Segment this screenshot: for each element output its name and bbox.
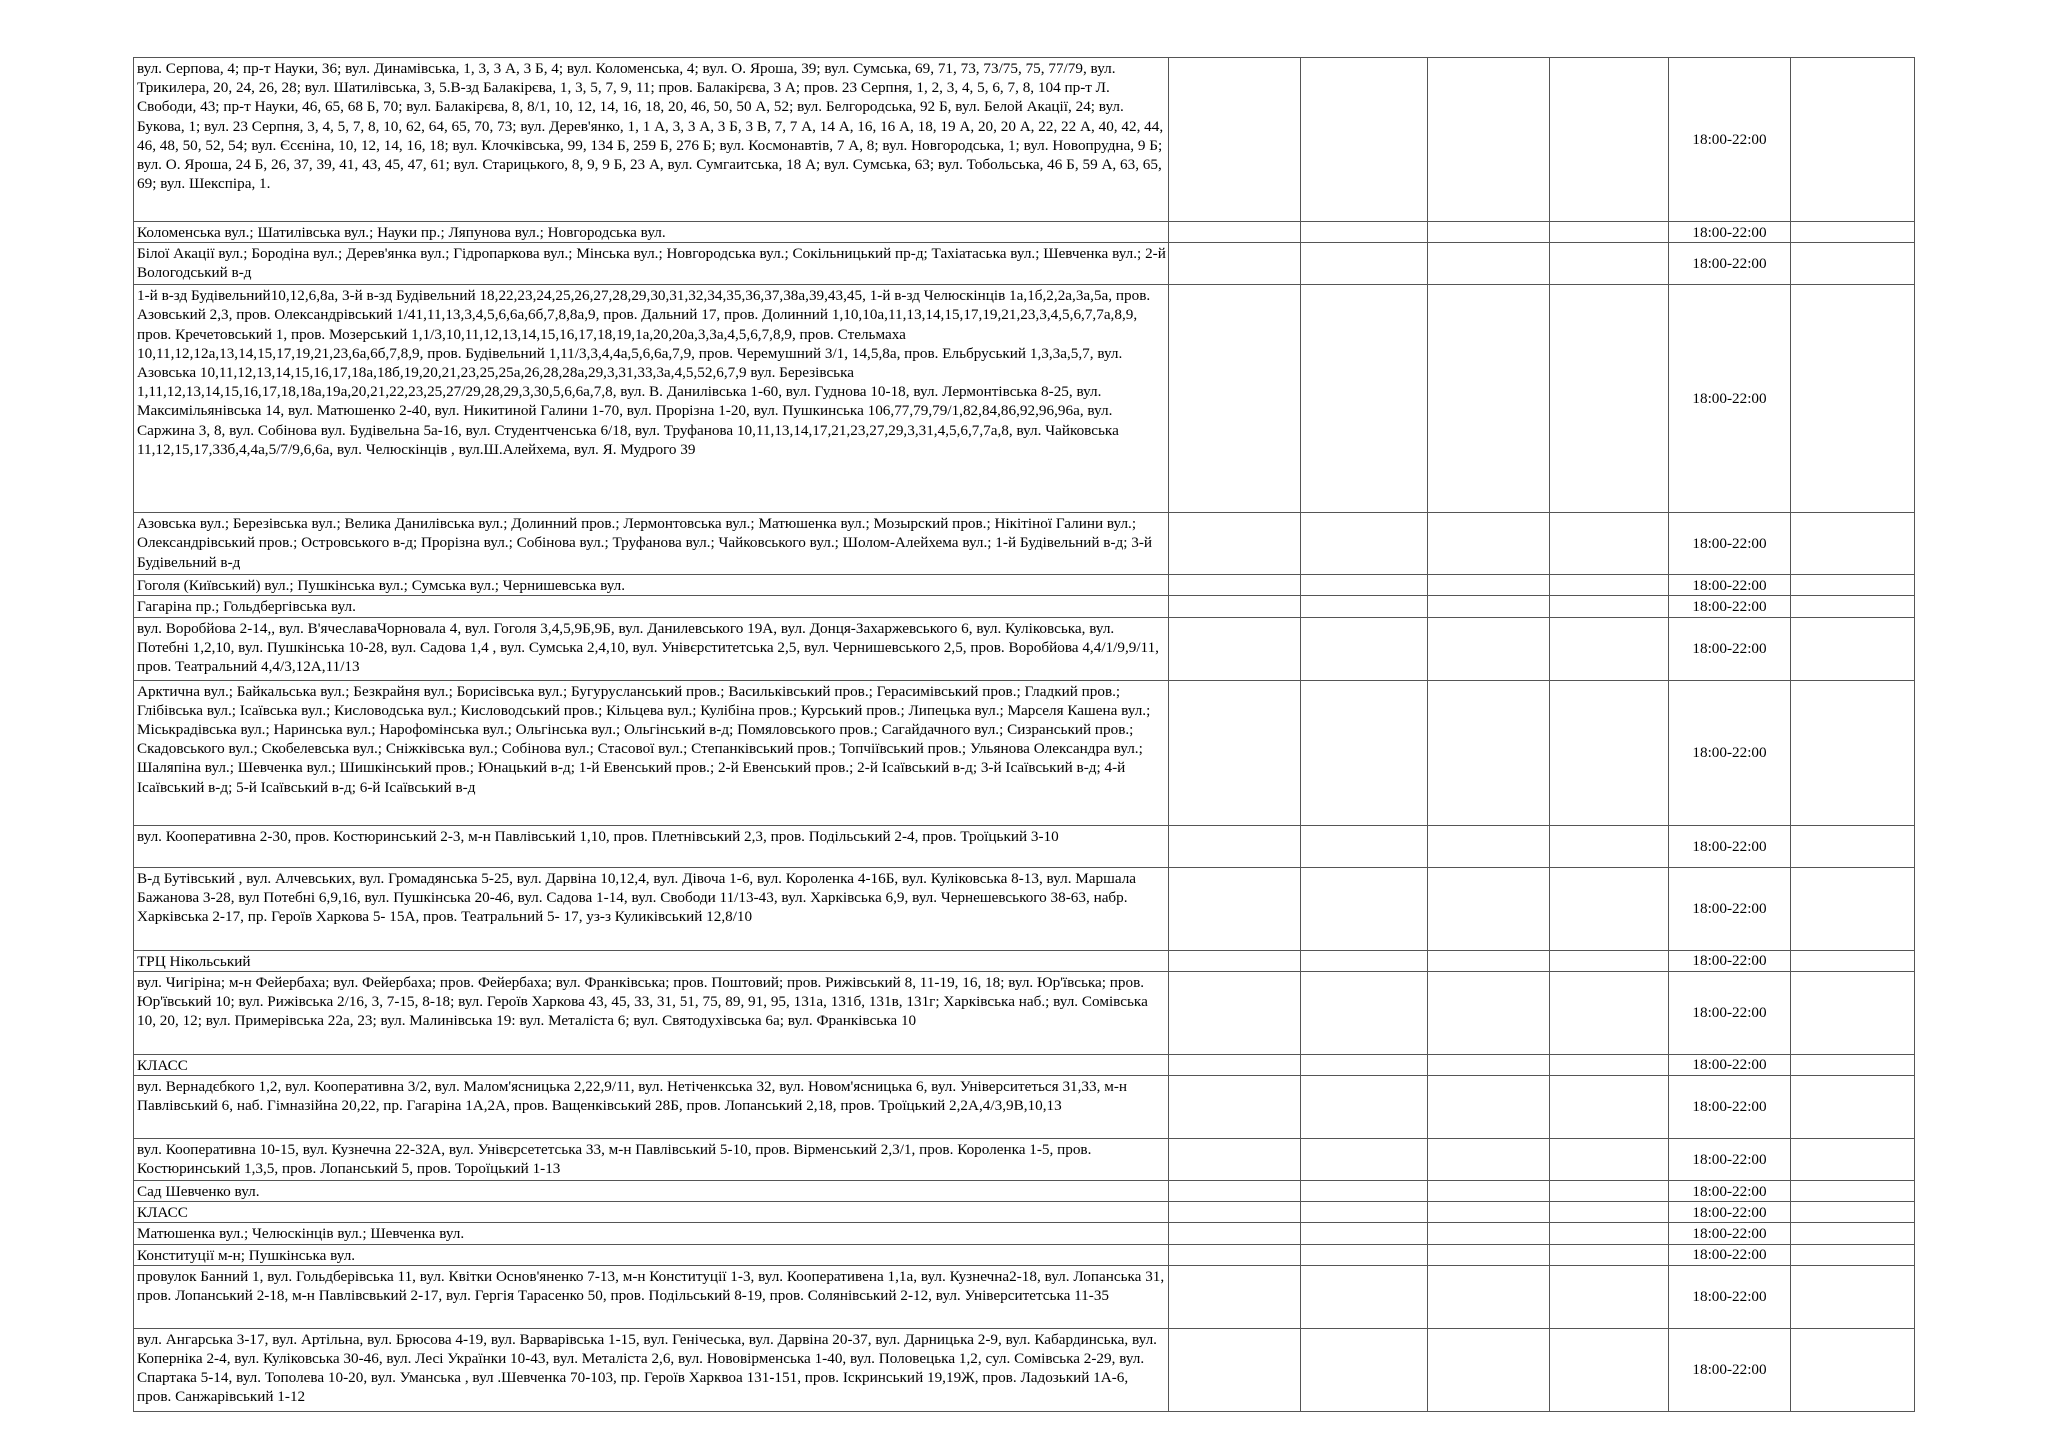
empty-cell [1301, 1139, 1428, 1181]
empty-cell [1550, 1265, 1669, 1328]
address-cell: провулок Банний 1, вул. Гольдберівська 11, вул. Квітки Основ'яненко 7-13, м-н Конституції 1-3, вул. Кооперативена 1,1а, вул. Кузнечна2-18, вул. Лопанська 31, пров. Лопанський 2-18, м-н Павлівсвький 2-17, вул. Гергія Тарасенко 50, пров. Подільський 8-19, пров. Солянівський 2-12, вул. Університетська 11-35 [134, 1265, 1169, 1328]
time-cell: 18:00-22:00 [1669, 1181, 1791, 1202]
address-cell: вул. Кооперативна 2-30, пров. Костюринський 2-3, м-н Павлівський 1,10, пров. Плетнівський 2,3, пров. Подільський 2-4, пров. Троїцький 3-10 [134, 825, 1169, 867]
empty-cell [1791, 825, 1915, 867]
empty-cell [1550, 222, 1669, 243]
table-row [134, 1244, 1915, 1265]
table-row [134, 971, 1915, 1054]
empty-cell [1550, 617, 1669, 680]
empty-cell [1301, 1181, 1428, 1202]
outage-schedule-table [133, 57, 1915, 1412]
empty-cell [1428, 513, 1550, 575]
empty-cell [1550, 575, 1669, 596]
empty-cell [1791, 575, 1915, 596]
empty-cell [1301, 575, 1428, 596]
empty-cell [1169, 617, 1301, 680]
empty-cell [1428, 1076, 1550, 1139]
empty-cell [1791, 1054, 1915, 1075]
address-cell: Сад Шевченко вул. [134, 1181, 1169, 1202]
empty-cell [1550, 596, 1669, 617]
empty-cell [1428, 1223, 1550, 1244]
empty-cell [1791, 950, 1915, 971]
empty-cell [1428, 243, 1550, 285]
empty-cell [1550, 1139, 1669, 1181]
address-cell: Гоголя (Київський) вул.; Пушкінська вул.; Сумська вул.; Чернишевська вул. [134, 575, 1169, 596]
empty-cell [1301, 1202, 1428, 1223]
empty-cell [1169, 1202, 1301, 1223]
empty-cell [1169, 1139, 1301, 1181]
empty-cell [1550, 513, 1669, 575]
empty-cell [1428, 1054, 1550, 1075]
address-cell: Коломенська вул.; Шатилівська вул.; Науки пр.; Ляпунова вул.; Новгородська вул. [134, 222, 1169, 243]
time-cell: 18:00-22:00 [1669, 575, 1791, 596]
table-row [134, 617, 1915, 680]
table-row [134, 680, 1915, 825]
empty-cell [1428, 596, 1550, 617]
table-row [134, 1054, 1915, 1075]
time-cell: 18:00-22:00 [1669, 680, 1791, 825]
empty-cell [1550, 1076, 1669, 1139]
empty-cell [1428, 1328, 1550, 1411]
empty-cell [1550, 1181, 1669, 1202]
empty-cell [1791, 1202, 1915, 1223]
table-row [134, 1202, 1915, 1223]
empty-cell [1428, 617, 1550, 680]
empty-cell [1301, 1328, 1428, 1411]
empty-cell [1301, 617, 1428, 680]
empty-cell [1550, 1202, 1669, 1223]
empty-cell [1169, 1076, 1301, 1139]
address-cell: ТРЦ Нікольський [134, 950, 1169, 971]
empty-cell [1428, 825, 1550, 867]
address-cell: вул. Серпова, 4; пр-т Науки, 36; вул. Динамівська, 1, 3, 3 А, 3 Б, 4; вул. Коломенська, 4; вул. О. Яроша, 39; вул. Сумська, 69, 71, 73, 73/75, 75, 77/79, вул. Трикилера, 20, 24, 26, 28; вул. Шатилівська, 3, 5.В-зд Балакірєва, 1, 3, 5, 7, 9, 11; пров. Балакірєва, 3 А; пров. 23 Серпня, 1, 2, 3, 4, 5, 6, 7, 8, 104 пр-т Л. Свободи, 43; пр-т Науки, 46, 65, 68 Б, 70; вул. Балакірєва, 8, 8/1, 10, 12, 14, 16, 18, 20, 46, 50, 50 А, 52; вул. Белгородська, 92 Б, вул. Белой Акації, 24; вул. Букова, 1; вул. 23 Серпня, 3, 4, 5, 7, 8, 10, 62, 64, 65, 70, 73; вул. Дерев'янко, 1, 1 А, 3, 3 А, 3 Б, 3 В, 7, 7 А, 14 А, 16, 16 А, 18, 19 А, 20, 20 А, 22, 22 А, 40, 42, 44, 46, 48, 50, 52, 54; вул. Єсєніна, 10, 12, 14, 16, 18; вул. Клочківська, 99, 134 Б, 259 Б, 276 Б; вул. Космонавтів, 7 А, 8; вул. Новгородська, 1; вул. Новопрудна, 9 Б; вул. О. Яроша, 24 Б, 26, 37, 39, 41, 43, 45, 47, 61; вул. Старицького, 8, 9, 9 Б, 23 А, вул. Сумгаитська, 18 А; вул. Сумська, 63; вул. Тобольська, 46 Б, 59 А, 63, 65, 69; вул. Шекспіра, 1. [134, 58, 1169, 222]
empty-cell [1169, 680, 1301, 825]
empty-cell [1791, 1076, 1915, 1139]
empty-cell [1428, 950, 1550, 971]
empty-cell [1301, 1265, 1428, 1328]
table-row [134, 596, 1915, 617]
time-cell: 18:00-22:00 [1669, 513, 1791, 575]
empty-cell [1301, 285, 1428, 513]
table-row [134, 1223, 1915, 1244]
table-row [134, 1181, 1915, 1202]
time-cell: 18:00-22:00 [1669, 1328, 1791, 1411]
table-row [134, 1328, 1915, 1411]
table-row [134, 58, 1915, 222]
empty-cell [1169, 243, 1301, 285]
time-cell: 18:00-22:00 [1669, 596, 1791, 617]
address-cell: КЛАСС [134, 1202, 1169, 1223]
empty-cell [1550, 971, 1669, 1054]
empty-cell [1428, 680, 1550, 825]
empty-cell [1169, 971, 1301, 1054]
empty-cell [1550, 1328, 1669, 1411]
empty-cell [1428, 1202, 1550, 1223]
address-cell: Азовська вул.; Березівська вул.; Велика Данилівська вул.; Долинний пров.; Лермонтовська вул.; Матюшенка вул.; Мозырский пров.; Нікітіної Галини вул.; Олександрівський пров.; Островського в-д; Прорізна вул.; Собінова вул.; Труфанова вул.; Чайковського вул.; Шолом-Алейхема вул.; 1-й Будівельний в-д; 3-й Будівельний в-д [134, 513, 1169, 575]
empty-cell [1428, 1244, 1550, 1265]
time-cell: 18:00-22:00 [1669, 825, 1791, 867]
empty-cell [1169, 513, 1301, 575]
address-cell: вул. Чигіріна; м-н Фейербаха; вул. Фейербаха; пров. Фейербаха; вул. Франківська; пров. Поштовий; пров. Рижівський 8, 11-19, 16, 18; вул. Юр'ївська; пров. Юр'ївський 10; вул. Рижівська 2/16, 3, 7-15, 8-18; вул. Героїв Харкова 43, 45, 33, 31, 51, 75, 89, 91, 95, 131а, 131б, 131в, 131г; Харківська наб.; вул. Сомівська 10, 20, 12; вул. Примерівська 22а, 23; вул. Малинівська 19: вул. Металіста 6; вул. Святодухівська 6а; вул. Франківська 10 [134, 971, 1169, 1054]
time-cell: 18:00-22:00 [1669, 950, 1791, 971]
table-row [134, 825, 1915, 867]
empty-cell [1428, 971, 1550, 1054]
empty-cell [1169, 1328, 1301, 1411]
empty-cell [1791, 58, 1915, 222]
empty-cell [1791, 1244, 1915, 1265]
empty-cell [1301, 680, 1428, 825]
time-cell: 18:00-22:00 [1669, 1265, 1791, 1328]
empty-cell [1169, 1223, 1301, 1244]
address-cell: В-д Бутівський , вул. Алчевських, вул. Громадянська 5-25, вул. Дарвіна 10,12,4, вул. Дівоча 1-6, вул. Короленка 4-16Б, вул. Куліковська 8-13, вул. Маршала Бажанова 3-28, вул Потебні 6,9,16, вул. Пушкінська 20-46, вул. Садова 1-14, вул. Свободи 11/13-43, вул. Харківська 6,9, вул. Чернешевського 38-63, набр. Харківська 2-17, пр. Героїв Харкова 5- 15А, пров. Театральний 5- 17, уз-з Куликівський 12,8/10 [134, 867, 1169, 950]
empty-cell [1791, 1181, 1915, 1202]
empty-cell [1791, 1265, 1915, 1328]
time-cell: 18:00-22:00 [1669, 1223, 1791, 1244]
empty-cell [1791, 222, 1915, 243]
address-cell: Матюшенка вул.; Челюскінців вул.; Шевченка вул. [134, 1223, 1169, 1244]
empty-cell [1428, 58, 1550, 222]
empty-cell [1428, 1139, 1550, 1181]
empty-cell [1550, 680, 1669, 825]
empty-cell [1169, 1265, 1301, 1328]
empty-cell [1791, 971, 1915, 1054]
time-cell: 18:00-22:00 [1669, 243, 1791, 285]
time-cell: 18:00-22:00 [1669, 1076, 1791, 1139]
empty-cell [1169, 222, 1301, 243]
empty-cell [1791, 285, 1915, 513]
address-cell: Гагаріна пр.; Гольдбергівська вул. [134, 596, 1169, 617]
empty-cell [1169, 1244, 1301, 1265]
empty-cell [1550, 285, 1669, 513]
empty-cell [1301, 243, 1428, 285]
address-cell: вул. Кооперативна 10-15, вул. Кузнечна 22-32А, вул. Унівєрсететська 33, м-н Павлівський 5-10, пров. Вірменський 2,3/1, пров. Короленка 1-5, пров. Костюринський 1,3,5, пров. Лопанський 5, пров. Тороїцький 1-13 [134, 1139, 1169, 1181]
table-row [134, 243, 1915, 285]
empty-cell [1169, 825, 1301, 867]
time-cell: 18:00-22:00 [1669, 617, 1791, 680]
empty-cell [1301, 58, 1428, 222]
empty-cell [1428, 222, 1550, 243]
empty-cell [1550, 1054, 1669, 1075]
empty-cell [1169, 285, 1301, 513]
empty-cell [1550, 243, 1669, 285]
empty-cell [1550, 1223, 1669, 1244]
empty-cell [1791, 1223, 1915, 1244]
table-body [134, 58, 1915, 1412]
empty-cell [1428, 285, 1550, 513]
address-cell: Конституції м-н; Пушкінська вул. [134, 1244, 1169, 1265]
empty-cell [1301, 222, 1428, 243]
time-cell: 18:00-22:00 [1669, 971, 1791, 1054]
address-cell: Білої Акації вул.; Бородіна вул.; Дерев'янка вул.; Гідропаркова вул.; Мінська вул.; Новгородська вул.; Сокільницький пр-д; Тахіатаська вул.; Шевченка вул.; 2-й Вологодський в-д [134, 243, 1169, 285]
empty-cell [1791, 513, 1915, 575]
address-cell: вул. Ангарська 3-17, вул. Артільна, вул. Брюсова 4-19, вул. Варварівська 1-15, вул. Генічеська, вул. Дарвіна 20-37, вул. Дарницька 2-9, вул. Кабардинська, вул. Коперніка 2-4, вул. Куліковська 30-46, вул. Лесі Українки 10-43, вул. Металіста 2,6, вул. Нововірменська 1-40, вул. Половецька 1,2, сул. Сомівська 2-29, вул. Спартака 5-14, вул. Тополева 10-20, вул. Уманська , вул .Шевченка 70-103, пр. Героїв Харквоа 131-151, пров. Іскринський 19,19Ж, пров. Ладозький 1А-6, пров. Санжарівський 1-12 [134, 1328, 1169, 1411]
time-cell: 18:00-22:00 [1669, 1244, 1791, 1265]
empty-cell [1428, 1265, 1550, 1328]
table-row [134, 950, 1915, 971]
table-row [134, 1265, 1915, 1328]
empty-cell [1169, 596, 1301, 617]
empty-cell [1550, 825, 1669, 867]
time-cell: 18:00-22:00 [1669, 58, 1791, 222]
table-row [134, 575, 1915, 596]
time-cell: 18:00-22:00 [1669, 285, 1791, 513]
empty-cell [1791, 680, 1915, 825]
empty-cell [1169, 950, 1301, 971]
empty-cell [1301, 1244, 1428, 1265]
address-cell: Арктична вул.; Байкальська вул.; Безкрайня вул.; Борисівська вул.; Бугурусланський пров.; Васильківський пров.; Герасимівський пров.; Гладкий пров.; Глібівська вул.; Ісаївська вул.; Кисловодська вул.; Кисловодський пров.; Кільцева вул.; Кулібіна пров.; Курський пров.; Липецька вул.; Марселя Кашена вул.; Міськрадівська вул.; Наринська вул.; Нарофомінська вул.; Ольгінська вул.; Ольгінський в-д; Помяловського пров.; Сагайдачного вул.; Сизранський пров.; Скадовського вул.; Скобелевська вул.; Сніжківська вул.; Собінова вул.; Стасової вул.; Степанківський пров.; Топчіївський пров.; Ульянова Олександра вул.; Шаляпіна вул.; Шевченка вул.; Шишкінський пров.; Юнацький в-д; 1-й Евенський пров.; 2-й Евенський пров.; 2-й Ісаївський в-д; 3-й Ісаївський в-д; 4-й Ісаївський в-д; 5-й Ісаївський в-д; 6-й Ісаївський в-д [134, 680, 1169, 825]
time-cell: 18:00-22:00 [1669, 1139, 1791, 1181]
time-cell: 18:00-22:00 [1669, 222, 1791, 243]
empty-cell [1791, 243, 1915, 285]
address-cell: 1-й в-зд Будівельний10,12,6,8а, 3-й в-зд Будівельний 18,22,23,24,25,26,27,28,29,30,31,32,34,35,36,37,38а,39,43,45, 1-й в-зд Челюскінців 1а,1б,2,2а,3а,5а, пров. Азовський 2,3, пров. Олександрівський 1/41,11,13,3,4,5,6,6а,6б,7,8,8а,9, пров. Дальний 17, пров. Долинний 1,10,10а,11,13,14,15,17,19,21,23,3,4,5,6,7,7а,8,9, пров. Кречетовський 1, пров. Мозерський 1,1/3,10,11,12,13,14,15,16,17,18,19,1а,20,20а,3,3а,4,5,6,7,8,9, пров. Стельмаха 10,11,12,12а,13,14,15,17,19,21,23,6а,6б,7,8,9, пров. Будівельний 1,11/3,3,4,4а,5,6,6а,7,9, пров. Черемушний 3/1, 14,5,8а, пров. Ельбруський 1,3,3а,5,7, вул. Азовська 10,11,12,13,14,15,16,17,18а,18б,19,20,21,23,25,25а,26,28,28а,29,3,31,33,3а,4,5,52,6,7,9 вул. Березівська 1,11,12,13,14,15,16,17,18,18а,19а,20,21,22,23,25,27/29,28,29,3,30,5,6,6а,7,8, вул. В. Данилівська 1-60, вул. Гуднова 10-18, вул. Лермонтівська 8-25, вул. Максимільянівська 14, вул. Матюшенко 2-40, вул. Никитиной Галини 1-70, вул. Прорізна 1-20, вул. Пушкинська 106,77,79,79/1,82,84,86,92,96,96а, вул. Саржина 3, 8, вул. Собінова вул. Будівельна 5а-16, вул. Студентченська 6/18, вул. Труфанова 10,11,13,14,17,21,23,27,29,3,31,4,5,6,7,7а,8, вул. Чайковська 11,12,15,17,33б,4,4а,5/7/9,6,6а, вул. Челюскінців , вул.Ш.Алейхема, вул. Я. Мудрого 39 [134, 285, 1169, 513]
empty-cell [1301, 971, 1428, 1054]
empty-cell [1428, 867, 1550, 950]
empty-cell [1791, 617, 1915, 680]
table-row [134, 1076, 1915, 1139]
table-row [134, 285, 1915, 513]
empty-cell [1169, 58, 1301, 222]
empty-cell [1301, 825, 1428, 867]
empty-cell [1791, 1328, 1915, 1411]
address-cell: КЛАСС [134, 1054, 1169, 1075]
time-cell: 18:00-22:00 [1669, 1054, 1791, 1075]
empty-cell [1791, 596, 1915, 617]
empty-cell [1169, 1054, 1301, 1075]
empty-cell [1301, 513, 1428, 575]
empty-cell [1550, 867, 1669, 950]
empty-cell [1428, 575, 1550, 596]
empty-cell [1550, 950, 1669, 971]
empty-cell [1169, 867, 1301, 950]
table-row [134, 513, 1915, 575]
empty-cell [1550, 58, 1669, 222]
empty-cell [1301, 596, 1428, 617]
empty-cell [1791, 867, 1915, 950]
time-cell: 18:00-22:00 [1669, 1202, 1791, 1223]
empty-cell [1301, 1076, 1428, 1139]
address-cell: вул. Воробйова 2-14,, вул. В'ячеславаЧорновала 4, вул. Гоголя 3,4,5,9Б,9Б, вул. Данилевського 19А, вул. Донця-Захаржевського 6, вул. Куліковська, вул. Потебні 1,2,10, вул. Пушкінська 10-28, вул. Садова 1,4 , вул. Сумська 2,4,10, вул. Унівєрститетська 2,5, вул. Чернишевського 2,5, пров. Воробйова 4,4/1/9,9/11, пров. Театральний 4,4/3,12А,11/13 [134, 617, 1169, 680]
empty-cell [1791, 1139, 1915, 1181]
empty-cell [1428, 1181, 1550, 1202]
table-row [134, 1139, 1915, 1181]
empty-cell [1301, 1054, 1428, 1075]
empty-cell [1301, 950, 1428, 971]
empty-cell [1550, 1244, 1669, 1265]
address-cell: вул. Вернадєбкого 1,2, вул. Кооперативна 3/2, вул. Малом'ясницька 2,22,9/11, вул. Нетіченкська 32, вул. Новом'ясницька 6, вул. Університеться 31,33, м-н Павлівський 6, наб. Гімназійна 20,22, пр. Гагаріна 1А,2А, пров. Ващенківський 28Б, пров. Лопанський 2,18, пров. Троїцький 2,2А,4/3,9В,10,13 [134, 1076, 1169, 1139]
empty-cell [1301, 1223, 1428, 1244]
table-row [134, 867, 1915, 950]
table-row [134, 222, 1915, 243]
empty-cell [1301, 867, 1428, 950]
time-cell: 18:00-22:00 [1669, 867, 1791, 950]
empty-cell [1169, 575, 1301, 596]
empty-cell [1169, 1181, 1301, 1202]
